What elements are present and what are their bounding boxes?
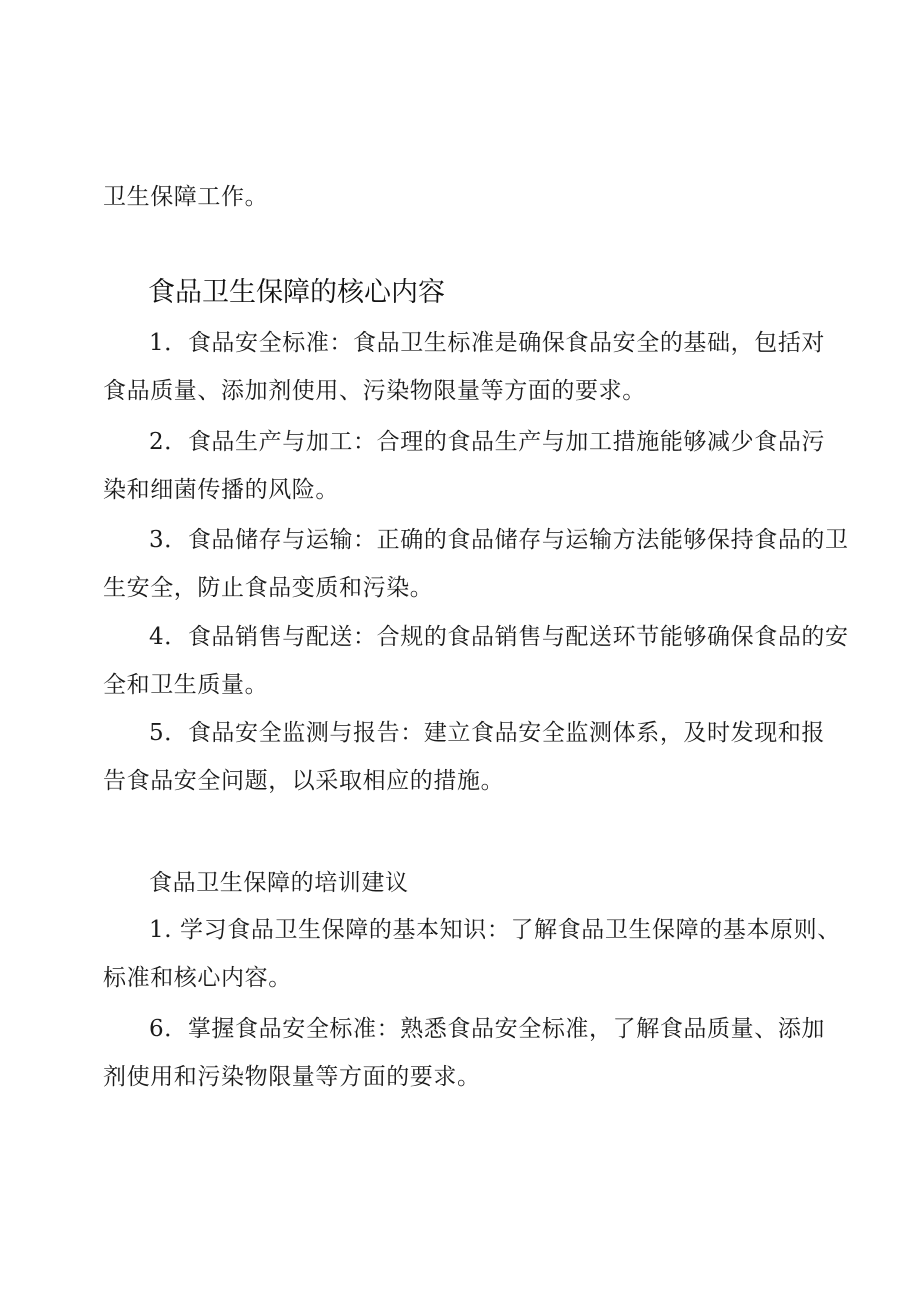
list-item-line: 生安全，防止食品变质和污染。 [103,575,434,601]
list-item-line: 3．食品储存与运输：正确的食品储存与运输方法能够保持食品的卫 [149,527,849,553]
list-item-line: 6．掌握食品安全标准：熟悉食品安全标准，了解食品质量、添加 [149,1016,826,1042]
section-heading-core-content: 食品卫生保障的核心内容 [148,277,445,308]
list-item-line: 5．食品安全监测与报告：建立食品安全监测体系，及时发现和报 [149,720,826,746]
list-item-line: 2．食品生产与加工：合理的食品生产与加工措施能够减少食品污 [149,429,826,455]
list-item-line: 标准和核心内容。 [103,965,292,991]
list-item-line: 染和细菌传播的风险。 [103,477,339,503]
list-item-line: 1．食品安全标准：食品卫生标准是确保食品安全的基础，包括对 [149,330,826,356]
list-item-line: 食品质量、添加剂使用、污染物限量等方面的要求。 [103,378,646,404]
list-item-line: 全和卫生质量。 [103,672,269,698]
intro-tail-text: 卫生保障工作。 [103,184,269,210]
list-item-line: 剂使用和污染物限量等方面的要求。 [103,1064,481,1090]
list-item-line: 1. 学习食品卫生保障的基本知识：了解食品卫生保障的基本原则、 [149,917,841,943]
section-heading-training: 食品卫生保障的培训建议 [149,870,409,896]
list-item-line: 告食品安全问题，以采取相应的措施。 [103,768,505,794]
list-item-line: 4．食品销售与配送：合规的食品销售与配送环节能够确保食品的安 [149,624,849,650]
